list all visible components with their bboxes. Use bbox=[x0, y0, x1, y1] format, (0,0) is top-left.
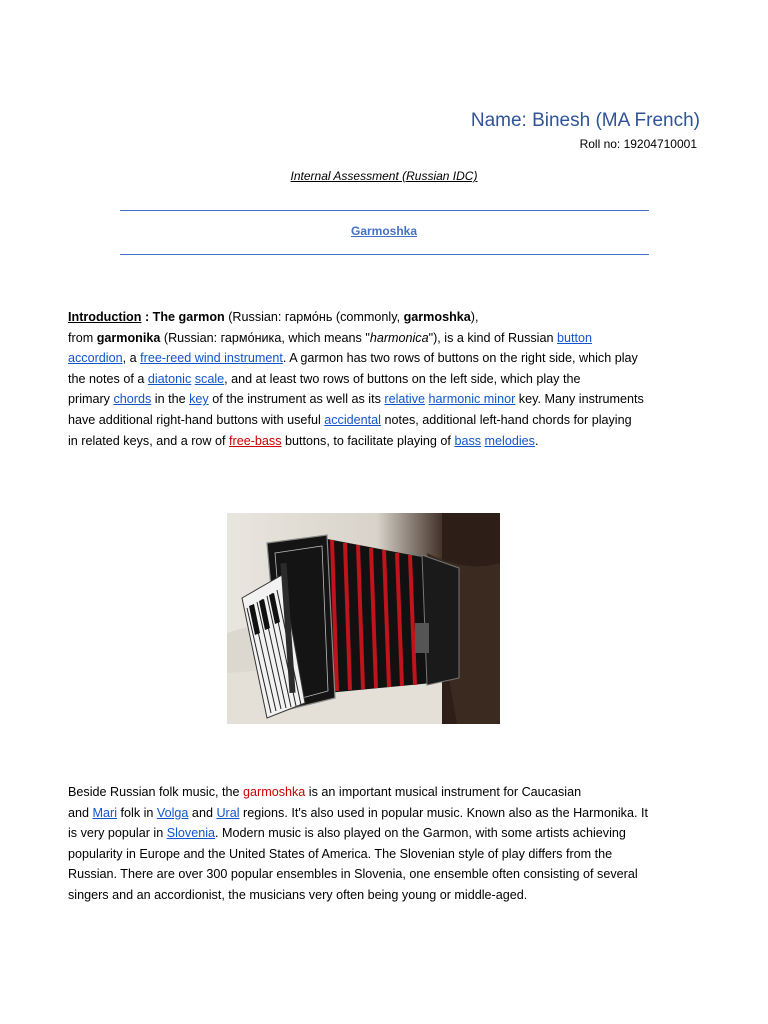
second-paragraph bbox=[68, 782, 708, 906]
intro-text: in related keys, and a row of bbox=[68, 433, 230, 448]
para2-text: . Modern music is also played on the Garmon, with some artists achieving bbox=[215, 826, 626, 841]
para2-text: popularity in Europe and the United States of America. The Slovenian style of play differs from the bbox=[68, 846, 613, 861]
link-scale[interactable]: scale bbox=[194, 371, 225, 386]
link-key[interactable]: key bbox=[189, 392, 209, 407]
link-slovenia[interactable]: Slovenia bbox=[166, 826, 216, 841]
intro-text: "), is a kind of Russian bbox=[428, 330, 557, 345]
link-accordion[interactable]: accordion bbox=[68, 351, 123, 366]
intro-text: from bbox=[68, 330, 97, 345]
para2-text: singers and an accordionist, the musicians very often being young or middle-aged. bbox=[68, 887, 528, 902]
introduction-paragraph bbox=[68, 307, 708, 451]
para2-text: folk in bbox=[117, 805, 157, 820]
intro-text: notes, additional left-hand chords for playing bbox=[380, 412, 632, 427]
term-garmonika: garmonika bbox=[96, 330, 161, 345]
link-harmonic-minor[interactable]: harmonic minor bbox=[428, 392, 516, 407]
link-melodies[interactable]: melodies bbox=[484, 433, 535, 448]
para2-text: regions. It's also used in popular music. Known also as the Harmonika. It bbox=[239, 805, 648, 820]
intro-text: , and at least two rows of buttons on the left side, which play the bbox=[224, 371, 581, 386]
document-title: Garmoshka bbox=[350, 224, 418, 238]
link-button[interactable]: button bbox=[557, 330, 593, 345]
intro-text: of the instrument as well as its bbox=[208, 392, 385, 407]
intro-text: key. Many instruments bbox=[515, 392, 644, 407]
intro-text: have additional right-hand buttons with useful bbox=[68, 412, 325, 427]
para2-text: is very popular in bbox=[68, 826, 167, 841]
intro-text: . A garmon has two rows of buttons on the right side, which play bbox=[282, 351, 638, 366]
intro-text: the notes of a bbox=[68, 371, 148, 386]
intro-text: : The bbox=[141, 310, 179, 324]
link-free-reed-wind-instrument[interactable]: free-reed wind instrument bbox=[140, 351, 283, 366]
link-accidental[interactable]: accidental bbox=[324, 412, 381, 427]
para2-text: Beside Russian folk music, the bbox=[68, 785, 243, 799]
term-garmon: garmon bbox=[178, 310, 225, 324]
link-chords[interactable]: chords bbox=[113, 392, 152, 407]
term-garmoshka: garmoshka bbox=[403, 310, 471, 324]
para2-text: Russian. There are over 300 popular ensembles in Slovenia, one ensemble often consisting of several bbox=[68, 867, 638, 882]
accordion-photo bbox=[227, 513, 500, 724]
link-ural[interactable]: Ural bbox=[216, 805, 240, 820]
term-harmonica: harmonica bbox=[369, 330, 429, 345]
link-mari[interactable]: Mari bbox=[92, 805, 118, 820]
intro-text: , a bbox=[122, 351, 141, 366]
intro-text: ), bbox=[470, 310, 479, 324]
document-subtitle: Internal Assessment (Russian IDC) bbox=[290, 169, 478, 183]
link-free-bass[interactable]: free-bass bbox=[229, 433, 282, 448]
para2-text: is an important musical instrument for Caucasian bbox=[305, 785, 582, 799]
title-rule-bottom bbox=[120, 254, 649, 255]
student-name: Name: Binesh (MA French) bbox=[470, 110, 700, 131]
para2-text: and bbox=[68, 805, 93, 820]
accordion-photo-icon bbox=[227, 513, 500, 724]
para2-text: and bbox=[188, 805, 217, 820]
link-relative[interactable]: relative bbox=[384, 392, 426, 407]
link-diatonic[interactable]: diatonic bbox=[147, 371, 192, 386]
link-bass[interactable]: bass bbox=[454, 433, 482, 448]
intro-text: buttons, to facilitate playing of bbox=[281, 433, 455, 448]
intro-text: primary bbox=[68, 392, 114, 407]
intro-text: in the bbox=[151, 392, 190, 407]
intro-text: (Russian: гармо́ника, which means " bbox=[160, 330, 370, 345]
intro-text: (Russian: гармо́нь (commonly, bbox=[224, 310, 404, 324]
title-rule-top bbox=[120, 210, 649, 211]
roll-number: Roll no: 19204710001 bbox=[579, 137, 697, 151]
intro-text: . bbox=[534, 433, 539, 448]
introduction-heading: Introduction bbox=[68, 310, 142, 324]
term-garmoshka-red: garmoshka bbox=[243, 785, 306, 799]
link-volga[interactable]: Volga bbox=[156, 805, 189, 820]
